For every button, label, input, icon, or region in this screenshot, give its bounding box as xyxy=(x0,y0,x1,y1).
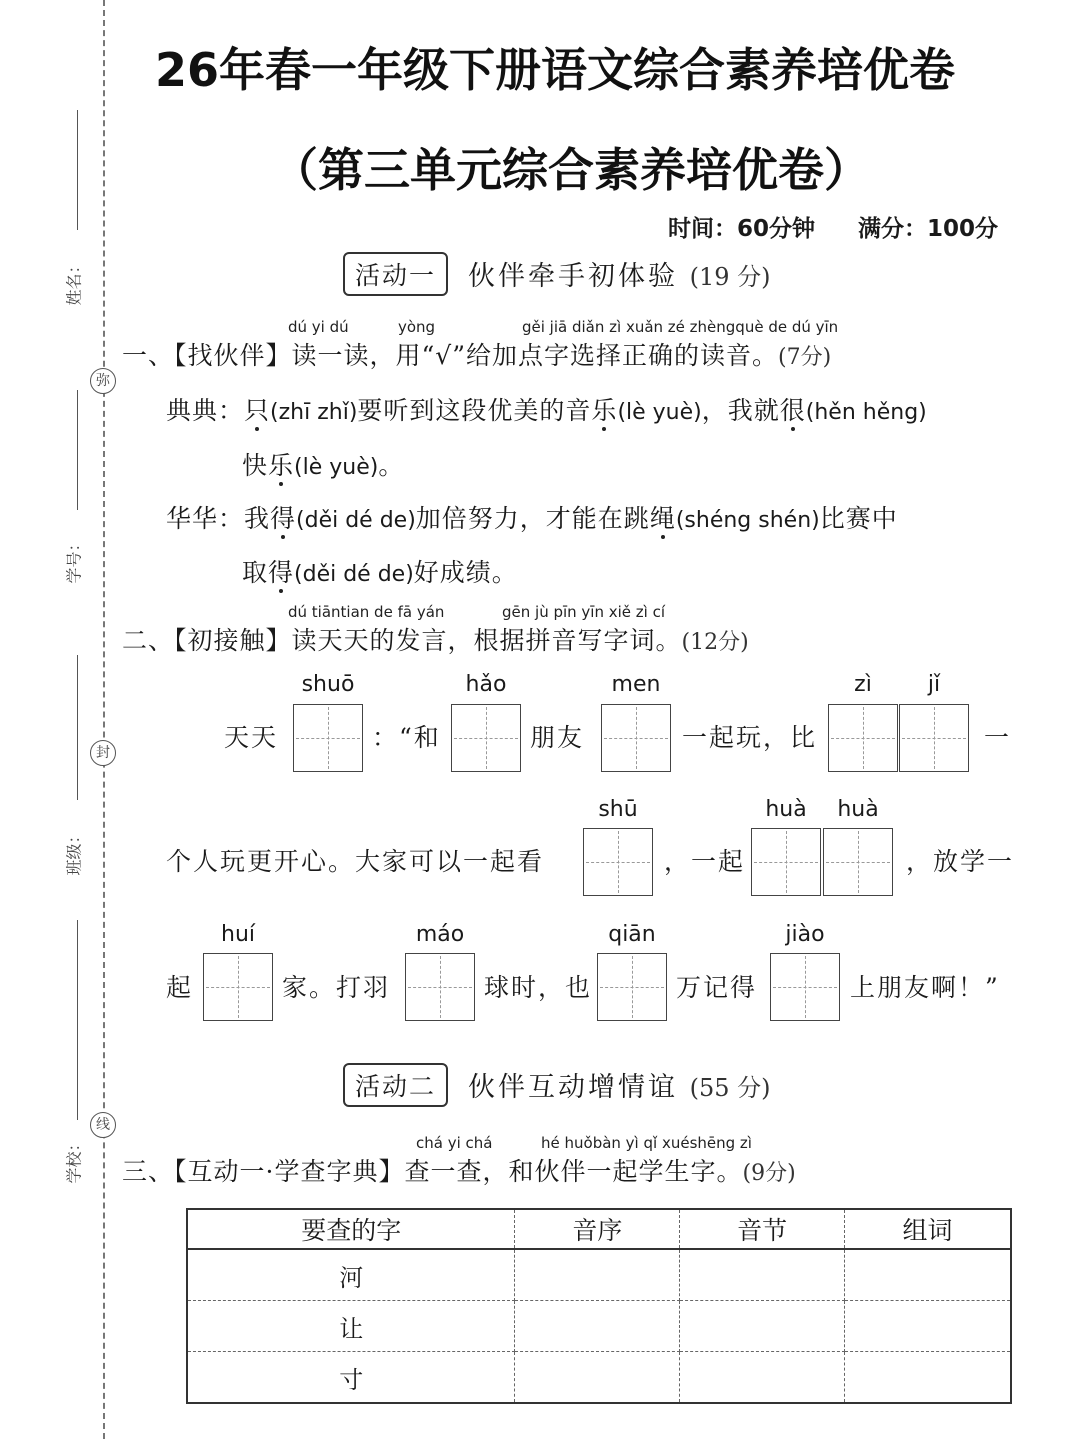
name-write-line xyxy=(77,110,78,230)
activity-2-points: (55 分) xyxy=(689,1074,771,1102)
tianzige-box[interactable] xyxy=(203,953,273,1021)
col-header-char: 要查的字 xyxy=(187,1209,515,1249)
pinyin-options[interactable]: (hěn hěng) xyxy=(805,400,927,425)
q2-r1-text: 一 xyxy=(984,723,1012,752)
full-score: 满分：100分 xyxy=(858,216,999,242)
q2-r1-pinyin: men xyxy=(611,672,661,697)
q2-tag: 【初接触】 xyxy=(174,626,292,655)
answer-cell[interactable] xyxy=(680,1249,845,1301)
q2-r1-text: 朋友 xyxy=(530,723,585,752)
seal-xian: 线 xyxy=(90,1112,116,1138)
text: 好成绩。 xyxy=(413,558,518,587)
table-row xyxy=(187,1301,1011,1352)
speaker-huahua: 华华：我 xyxy=(166,504,271,533)
q3-ruby-b: hé huǒbàn yì qǐ xuéshēng zì xyxy=(541,1134,752,1152)
dotted-char: 得 xyxy=(268,558,295,587)
q2-points: (12分) xyxy=(681,630,749,655)
q2-r3-text: 球时，也 xyxy=(484,973,593,1002)
q1-tag: 【找伙伴】 xyxy=(174,341,292,370)
number-label: 学号： xyxy=(64,535,84,584)
q2-r2-pinyin: shū xyxy=(598,797,638,822)
q1-points: (7分) xyxy=(778,345,832,370)
dotted-char: 乐 xyxy=(591,396,618,425)
seal-mi: 弥 xyxy=(90,368,116,394)
activity-1-title xyxy=(468,254,771,293)
binding-dashed-line xyxy=(103,0,105,1439)
answer-cell[interactable] xyxy=(680,1352,845,1404)
tianzige-box[interactable] xyxy=(597,953,667,1021)
tianzige-box[interactable] xyxy=(770,953,840,1021)
tianzige-box[interactable] xyxy=(828,704,898,772)
q1-line-3 xyxy=(166,499,898,535)
text: 快 xyxy=(242,451,269,480)
q1-number: 一、 xyxy=(122,341,175,370)
col-header-initial: 音序 xyxy=(515,1209,680,1249)
q2-r2-text: 个人玩更开心。大家可以一起看 xyxy=(166,847,545,876)
text: 要听到这段优美的音 xyxy=(357,396,592,425)
activity-1-points: (19 分) xyxy=(689,263,771,291)
q3-number: 三、 xyxy=(122,1157,175,1186)
tianzige-box[interactable] xyxy=(751,828,821,896)
answer-cell[interactable] xyxy=(845,1301,1011,1352)
col-header-syllable: 音节 xyxy=(680,1209,845,1249)
pinyin-options[interactable]: (zhī zhǐ) xyxy=(270,400,358,425)
tianzige-box[interactable] xyxy=(899,704,969,772)
answer-cell[interactable] xyxy=(680,1301,845,1352)
q2-r2-pinyin: huà xyxy=(837,797,879,822)
answer-cell[interactable] xyxy=(515,1352,680,1404)
tianzige-box[interactable] xyxy=(583,828,653,896)
dotted-char: 得 xyxy=(270,504,297,533)
q2-r3-pinyin: máo xyxy=(415,922,465,947)
speaker-diandian: 典典： xyxy=(166,396,245,425)
q2-r1-pinyin: zì xyxy=(854,672,872,697)
dotted-char: 只 xyxy=(244,396,271,425)
q1-line-4 xyxy=(242,553,518,589)
tianzige-box[interactable] xyxy=(601,704,671,772)
dotted-char: 乐 xyxy=(268,451,295,480)
text: 。 xyxy=(378,451,405,480)
q2-heading xyxy=(122,621,749,657)
number-write-line xyxy=(77,390,78,510)
text: ，我就 xyxy=(701,396,780,425)
col-header-words: 组词 xyxy=(845,1209,1011,1249)
text: 比赛中 xyxy=(819,504,898,533)
page-title: 26年春一年级下册语文综合素养培优卷 xyxy=(155,43,956,97)
q2-number: 二、 xyxy=(122,626,175,655)
table-row xyxy=(187,1352,1011,1404)
q3-points: (9分) xyxy=(742,1161,796,1186)
pinyin-options[interactable]: (lè yuè) xyxy=(294,455,379,480)
activity-1-box: 活动一 xyxy=(343,252,448,296)
text: 取 xyxy=(242,558,269,587)
char-cell: 让 xyxy=(187,1301,515,1352)
q3-ruby-a: chá yi chá xyxy=(416,1134,493,1152)
name-label: 姓名： xyxy=(64,257,84,306)
q1-heading xyxy=(122,336,831,372)
q2-r3-pinyin: jiào xyxy=(785,922,825,947)
q2-r1-pinyin: jǐ xyxy=(927,672,941,697)
q2-r1-pinyin: hǎo xyxy=(465,672,507,697)
dotted-char: 很 xyxy=(779,396,806,425)
pinyin-options[interactable]: (shéng shén) xyxy=(675,508,820,533)
tianzige-box[interactable] xyxy=(405,953,475,1021)
q1-instruction: 读一读，用“√”给加点字选择正确的读音。 xyxy=(291,341,779,370)
pinyin-options[interactable]: (lè yuè) xyxy=(617,400,702,425)
q3-tag: 【互动一·学查字典】 xyxy=(174,1157,405,1186)
q2-r3-text: 上朋友啊！” xyxy=(850,973,1000,1002)
q2-r3-text: 起 xyxy=(166,973,194,1002)
q1-line-2 xyxy=(242,446,404,482)
q1-ruby-b: yòng xyxy=(398,318,436,336)
dotted-char: 绳 xyxy=(649,504,676,533)
q3-heading xyxy=(122,1152,796,1188)
q3-instruction: 查一查，和伙伴一起学生字。 xyxy=(404,1157,743,1186)
text: 加倍努力，才能在跳 xyxy=(415,504,650,533)
tianzige-box[interactable] xyxy=(823,828,893,896)
tianzige-box[interactable] xyxy=(293,704,363,772)
q1-ruby-a: dú yi dú xyxy=(288,318,349,336)
exam-time: 时间：60分钟 xyxy=(668,216,816,242)
table-header-row xyxy=(187,1209,1011,1249)
answer-cell[interactable] xyxy=(515,1301,680,1352)
q2-r3-text: 家。打羽 xyxy=(282,973,391,1002)
char-cell: 寸 xyxy=(187,1352,515,1404)
q2-r2-text: ，放学一 xyxy=(906,847,1015,876)
char-cell: 河 xyxy=(187,1249,515,1301)
page-subtitle: （第三单元综合素养培优卷） xyxy=(272,143,870,197)
pinyin-options[interactable]: (děi dé de) xyxy=(296,508,416,533)
school-write-line xyxy=(77,920,78,1120)
activity-2-box: 活动二 xyxy=(343,1063,448,1107)
q2-ruby-a: dú tiāntian de fā yán xyxy=(288,603,445,621)
activity-1-name: 伙伴牵手初体验 xyxy=(468,261,678,292)
q2-r2-pinyin: huà xyxy=(765,797,807,822)
class-write-line xyxy=(77,655,78,800)
answer-cell[interactable] xyxy=(845,1249,1011,1301)
q2-r1-pinyin: shuō xyxy=(301,672,355,697)
answer-cell[interactable] xyxy=(845,1352,1011,1404)
tianzige-box[interactable] xyxy=(451,704,521,772)
q2-r1-text: 天天 xyxy=(224,723,279,752)
answer-cell[interactable] xyxy=(515,1249,680,1301)
activity-2-title xyxy=(468,1065,771,1104)
dictionary-table xyxy=(186,1208,1012,1404)
q2-r3-text: 万记得 xyxy=(676,973,758,1002)
q2-r1-text: ：“和 xyxy=(372,723,441,752)
q2-ruby-b: gēn jù pīn yīn xiě zì cí xyxy=(502,603,666,621)
pinyin-options[interactable]: (děi dé de) xyxy=(294,562,414,587)
q2-r1-text: 一起玩，比 xyxy=(682,723,818,752)
class-label: 班级： xyxy=(64,827,84,876)
q2-r3-pinyin: huí xyxy=(221,922,255,947)
q1-ruby-c: gěi jiā diǎn zì xuǎn zé zhèngquè de dú yīn xyxy=(522,318,839,336)
q2-r2-text: ，一起 xyxy=(664,847,746,876)
seal-feng: 封 xyxy=(90,740,116,766)
table-row xyxy=(187,1249,1011,1301)
school-label: 学校： xyxy=(64,1135,84,1184)
q2-instruction: 读天天的发言，根据拼音写字词。 xyxy=(291,626,682,655)
q1-line-1 xyxy=(166,391,927,427)
q2-r3-pinyin: qiān xyxy=(608,922,656,947)
activity-2-name: 伙伴互动增情谊 xyxy=(468,1072,678,1103)
